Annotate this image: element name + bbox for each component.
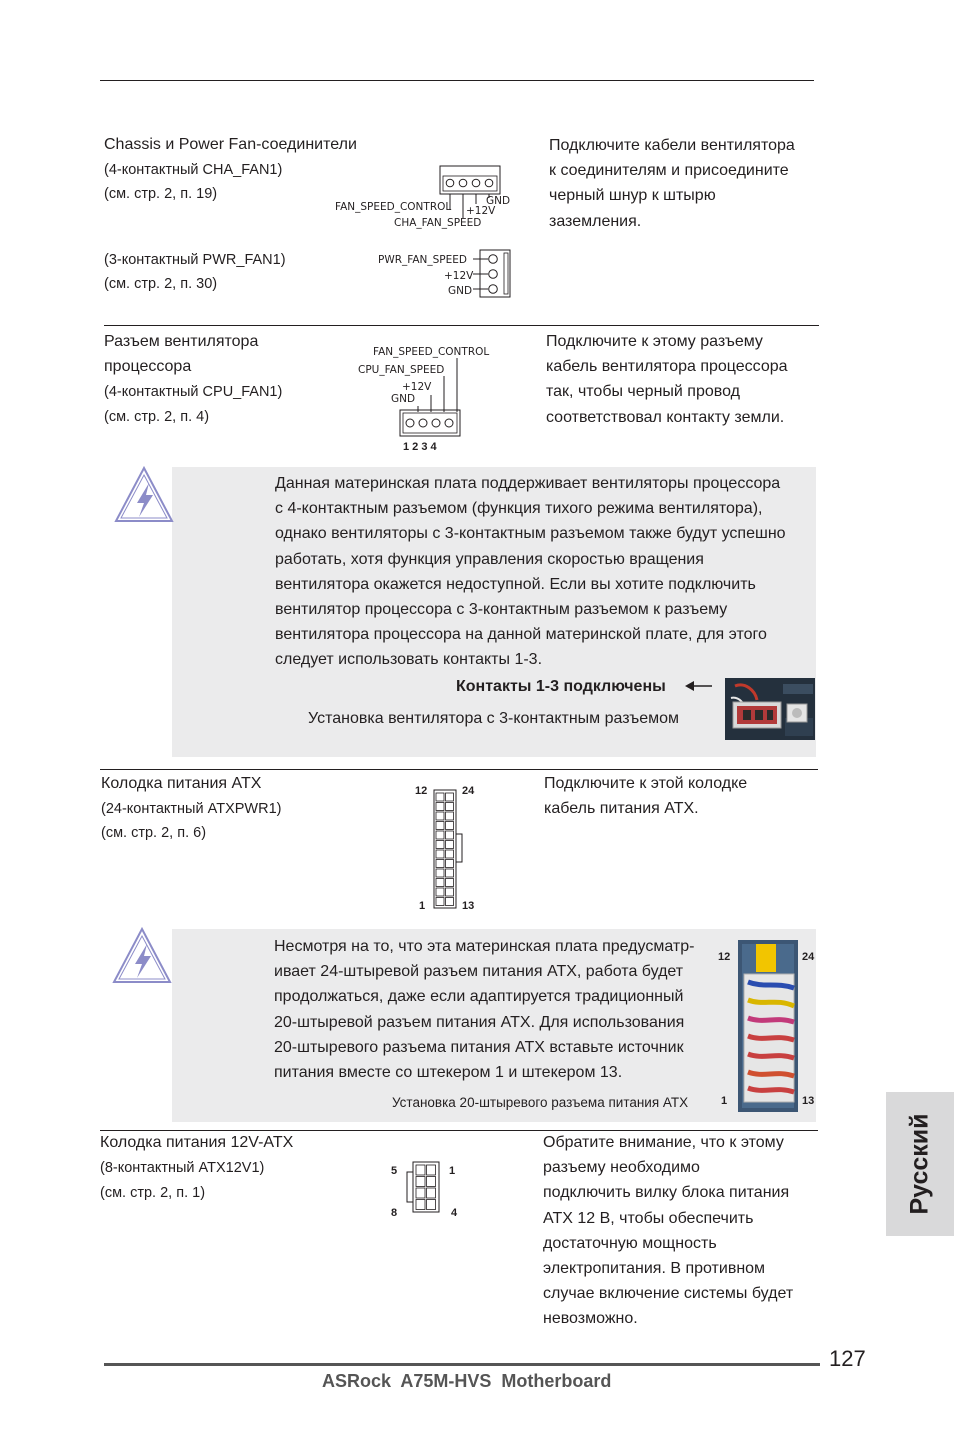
atx-label-1: 1 [419,900,426,912]
pwr-gnd-label: GND [448,285,473,297]
section-rule [104,325,819,326]
atx-install-caption: Установка 20-штыревого разъема питания ATX [392,1095,689,1110]
atx12v-ref: (см. стр. 2, п. 1) [100,1185,206,1201]
atx12v-label-5: 5 [391,1165,398,1177]
atx12v-description: Обратите внимание, что к этому разъему необходимо подключить вилку блока питания ATX 12 В, чтобы обеспечить достаточную мощность электропитания. В противном случае включение системы будет невозможно. [543,1134,794,1328]
cpu-fan-title: Разъем вентилятора процессора [104,333,259,376]
warning-icon [111,926,173,986]
cha-fan-connector-diagram [330,160,530,235]
atx-20pin-photo [714,938,818,1114]
atx-photo-label-13: 13 [802,1095,815,1107]
chassis-fan-description: Подключите кабели вентилятора к соединителям и присоедините черный шнур к штырю заземления. [549,137,795,230]
cha-speed-label: CHA_FAN_SPEED [394,217,482,229]
language-tab-label: Русский [905,1113,934,1215]
arrow-left-icon [684,679,714,693]
cpu-fan-ref: (см. стр. 2, п. 4) [104,409,210,425]
chassis-fan-title: Chassis и Power Fan-соединители [104,136,357,153]
atx-note-text: Несмотря на то, что эта материнская плата предусматр- ивает 24-штыревой разъем питания ATX, работа будет продолжаться, даже если адаптируется традиционный 20-штыревой разъем питания ATX. Для использования 20-штыревого разъема питания ATX вставьте источник питания вместе со штекером 1 и штекером 13. [274,938,695,1081]
pwr-fan-ref: (см. стр. 2, п. 30) [104,276,218,292]
cpu-fan-install-caption: Установка вентилятора с 3-контактным разъемом [308,710,679,727]
cha-fan-pins: (4-контактный CHA_FAN1) [104,162,283,178]
footer-rule [104,1363,820,1366]
pwr-speed-label: PWR_FAN_SPEED [378,254,467,266]
pins-connected-label: Контакты 1-3 подключены [456,678,666,695]
atx-power-pins: (24-контактный ATXPWR1) [101,801,282,817]
cpu-pin-numbers: 1 2 3 4 [403,441,437,453]
atx12v-pins: (8-контактный ATX12V1) [100,1160,265,1176]
atx12v-label-8: 8 [391,1207,398,1219]
cpu-gnd-label: GND [391,393,416,405]
pwr-fan-pins: (3-контактный PWR_FAN1) [104,252,286,268]
atx-photo-label-12: 12 [718,951,731,963]
atx12v-label-1: 1 [449,1165,456,1177]
cha-ctrl-label: FAN_SPEED_CONTROL [335,201,452,213]
cpu-fan-description: Подключите к этому разъему кабель вентилятора процессора так, чтобы черный провод соответствовал контакту земли. [546,333,788,426]
page-number: 127 [829,1346,866,1371]
section-rule [100,769,818,770]
language-tab [886,1092,954,1236]
cha-fan-ref: (см. стр. 2, п. 19) [104,186,218,202]
cha-gnd-label: GND [486,195,511,207]
atx12v-title: Колодка питания 12V-ATX [100,1134,294,1151]
top-rule [100,80,814,81]
atx-power-title: Колодка питания ATX [101,775,262,792]
atx-label-13: 13 [462,900,475,912]
atx12v-8pin-diagram [385,1158,465,1220]
pwr-fan-connector-diagram [370,248,520,303]
pwr-12v-label: +12V [444,270,474,282]
atx-label-12: 12 [415,785,428,797]
atx-24pin-diagram [410,780,490,915]
cpu-12v-label: +12V [402,381,432,393]
cpu-speed-label: CPU_FAN_SPEED [358,364,445,376]
atx-photo-label-24: 24 [802,951,815,963]
cpu-fan-note-text: Данная материнская плата поддерживает вентиляторы процессора с 4-контактным разъемом (функция тихого режима вентилятора), однако вентиляторы с 3-контактным разъемом также будут успешно работать, хотя функция управления скоростью вращения вентилятора окажется недоступной. Если вы хотите подключить вентилятор процессора с 3-контактным разъемом к разъему вентилятора процессора на данной материнской плате, для этого следует использовать контакты 1-3. [275,475,786,669]
footer-title: ASRock A75M-HVS Motherboard [322,1371,612,1391]
warning-icon [113,465,175,525]
atx12v-label-4: 4 [451,1207,458,1219]
atx-photo-label-1: 1 [721,1095,728,1107]
cpu-fan-photo [725,678,815,740]
cpu-fan-connector-diagram [355,340,505,455]
cpu-fan-pins: (4-контактный CPU_FAN1) [104,384,283,400]
atx-label-24: 24 [462,785,475,797]
cha-12v-label: +12V [466,205,496,217]
atx-power-ref: (см. стр. 2, п. 6) [101,825,207,841]
atx-power-description: Подключите к этой колодке кабель питания ATX. [544,775,748,818]
cpu-ctrl-label: FAN_SPEED_CONTROL [373,346,490,358]
